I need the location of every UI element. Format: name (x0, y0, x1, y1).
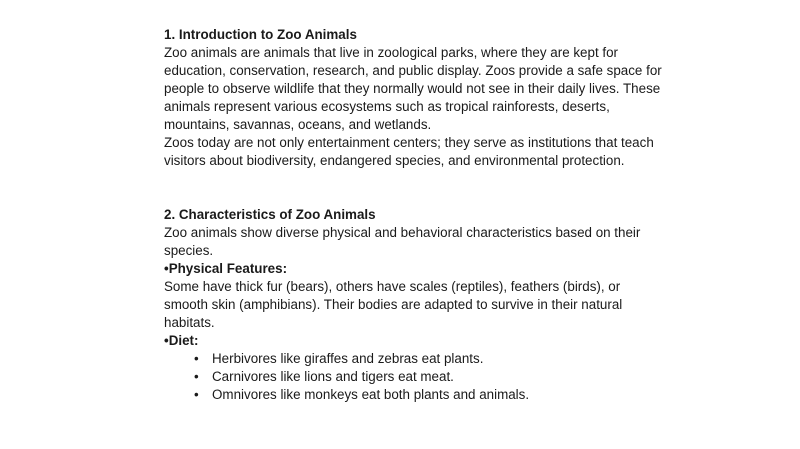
diet-list (164, 350, 664, 404)
list-item (194, 368, 664, 386)
diet-item-carnivores: Carnivores like lions and tigers eat meat. (212, 369, 454, 384)
bullet-icon: • (194, 387, 199, 402)
bullet-icon: • (194, 351, 199, 366)
section-2-intro: Zoo animals show diverse physical and behavioral characteristics based on their species. (164, 225, 641, 258)
physical-features-text: Some have thick fur (bears), others have scales (reptiles), feathers (birds), or smooth skin (amphibians). Their bodies are adapted to survive in their natural habitats. (164, 279, 623, 330)
diet-item-herbivores: Herbivores like giraffes and zebras eat plants. (212, 351, 484, 366)
list-item (194, 386, 664, 404)
section-1-paragraph-2: Zoos today are not only entertainment centers; they serve as institutions that teach visitors about biodiversity, endangered species, and environmental protection. (164, 135, 654, 168)
diet-label: •Diet: (164, 333, 199, 348)
bullet-icon: • (194, 369, 199, 384)
physical-features-label: •Physical Features: (164, 261, 288, 276)
section-1-paragraph-1: Zoo animals are animals that live in zoological parks, where they are kept for education, conservation, research, and public display. Zoos provide a safe space for people to observe wildlife that they normally would not see in their daily lives. These animals represent various ecosystems such as tropical rainforests, deserts, mountains, savannas, oceans, and wetlands. (164, 45, 662, 132)
section-spacer (164, 170, 664, 206)
section-2-heading: 2. Characteristics of Zoo Animals (164, 207, 376, 222)
document-body (164, 26, 664, 404)
list-item (194, 350, 664, 368)
diet-item-omnivores: Omnivores like monkeys eat both plants and animals. (212, 387, 530, 402)
section-1-heading: 1. Introduction to Zoo Animals (164, 27, 357, 42)
